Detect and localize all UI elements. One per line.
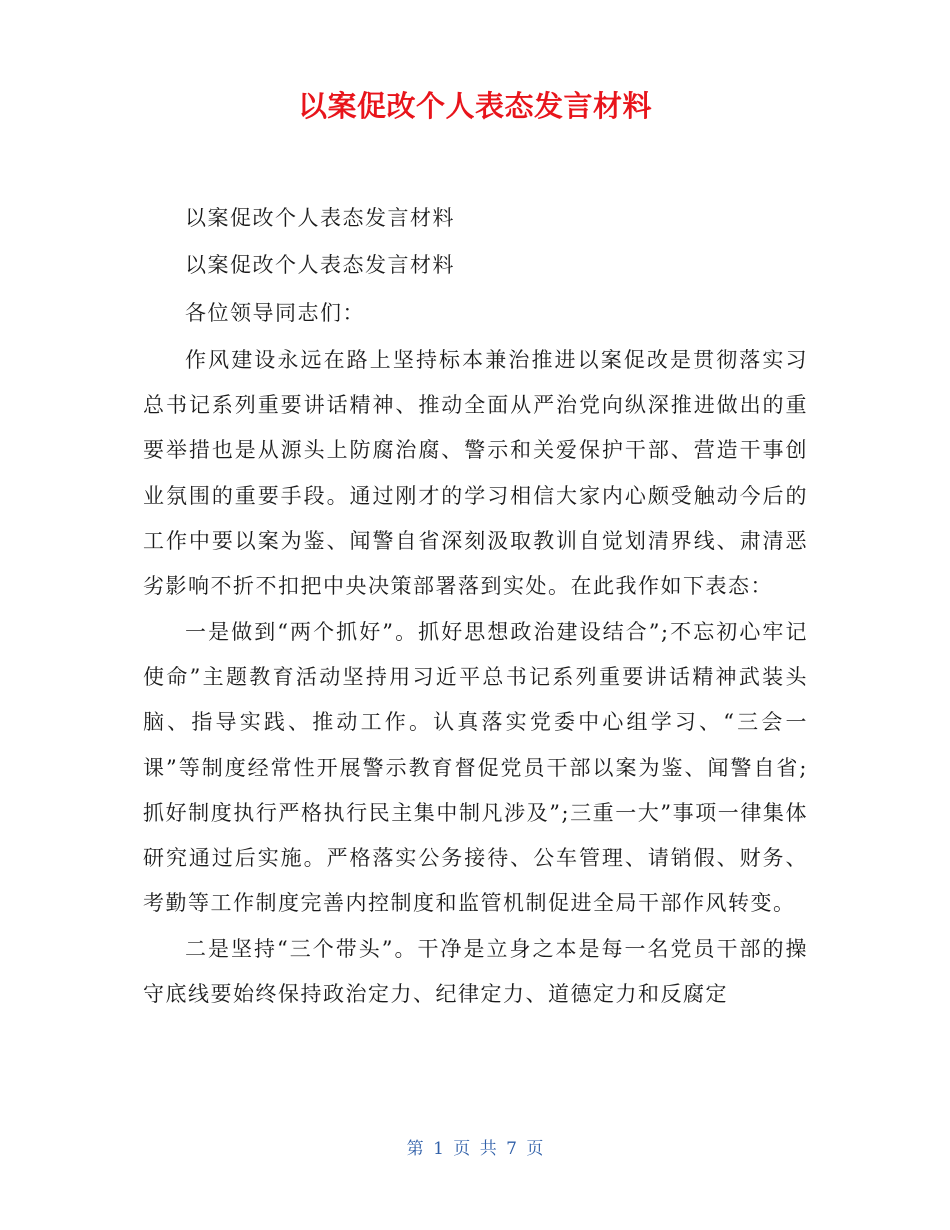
paragraph-salutation: 各位领导同志们： <box>185 300 365 325</box>
paragraph-point-two: 二是坚持“三个带头”。干净是立身之本是每一名党员干部的操守底线要始终保持政治定力、纪律定力、道德定力和反腐定 <box>143 936 808 1007</box>
paragraph-subtitle-1: 以案促改个人表态发言材料 <box>185 206 455 230</box>
document-body <box>143 196 808 1017</box>
paragraph-subtitle-2: 以案促改个人表态发言材料 <box>185 253 455 278</box>
document-title: 以案促改个人表态发言材料 <box>297 89 652 123</box>
paragraph-point-one: 一是做到“两个抓好”。抓好思想政治建设结合”;不忘初心牢记使命”主题教育活动坚持用习近平总书记系列重要讲话精神武装头脑、指导实践、推动工作。认真落实党委中心组学习、“三会一课”等制度经常性开展警示教育督促党员干部以案为鉴、闻警自省;抓好制度执行严格执行民主集中制凡涉及”;三重一大”事项一律集体研究通过后实施。严格落实公务接待、公车管理、请销假、财务、考勤等工作制度完善内控制度和监管机制促进全局干部作风转变。 <box>143 619 808 916</box>
paragraph-intro: 作风建设永远在路上坚持标本兼治推进以案促改是贯彻落实习总书记系列重要讲话精神、推动全面从严治党向纵深推进做出的重要举措也是从源头上防腐治腐、警示和关爱保护干部、营造干事创业氛围的重要手段。通过刚才的学习相信大家内心颇受触动今后的工作中要以案为鉴、闻警自省深刻汲取教训自觉划清界线、肃清恶劣影响不折不扣把中央决策部署落到实处。在此我作如下表态： <box>143 347 808 599</box>
page-number-footer: 第 1 页 共 7 页 <box>406 1139 544 1159</box>
